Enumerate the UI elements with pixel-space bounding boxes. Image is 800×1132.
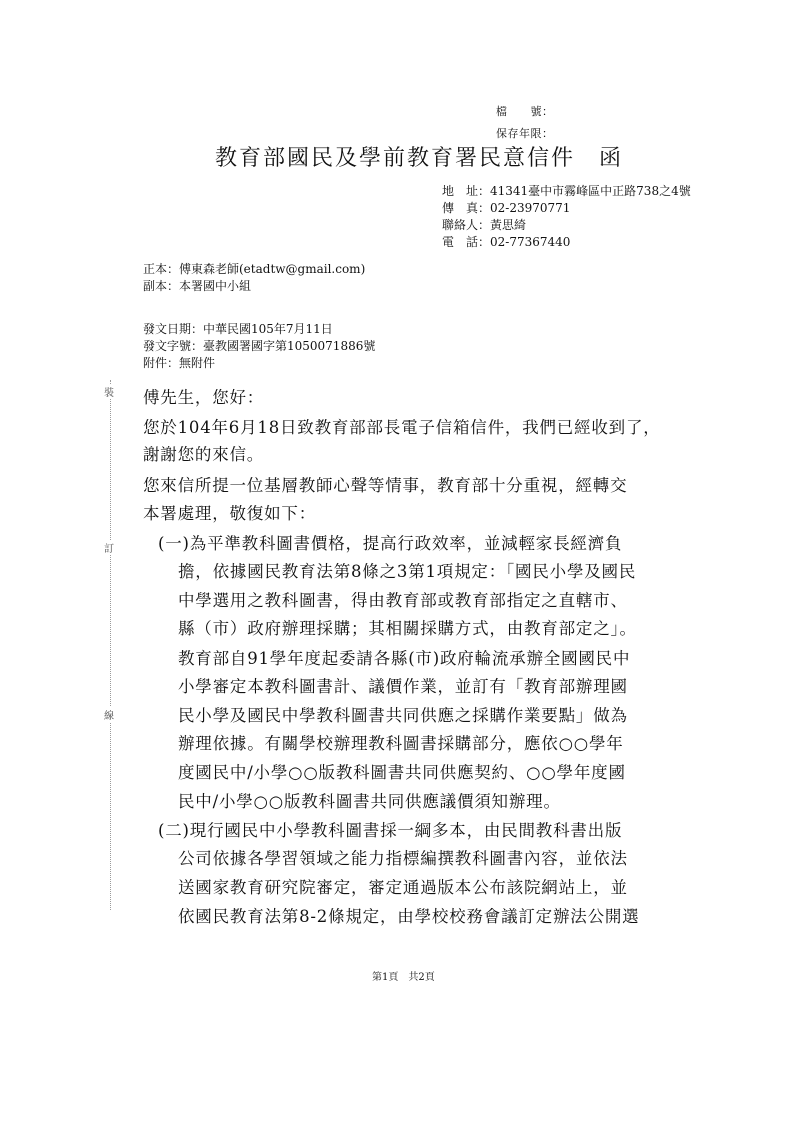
body-line: 教育部自91學年度起委請各縣(市)政府輪流承辦全國國民中 [178, 649, 631, 668]
retention-period-label: 保存年限： [496, 127, 554, 140]
body-line: 民中/小學○○版教科圖書共同供應議價須知辦理。 [178, 792, 561, 811]
item-one-heading: (一)為平準教科圖書價格，提高行政效率，並減輕家長經濟負 [158, 534, 623, 553]
body-line: 送國家教育研究院審定，審定通過版本公布該院網站上，並 [178, 878, 628, 897]
body-line: 本署處理，敬復如下： [143, 504, 316, 523]
binding-mark-xian: 線 [104, 707, 114, 722]
dispatch-block [143, 321, 375, 372]
binding-margin-line [110, 380, 111, 910]
body-line: 您來信所提一位基層教師心聲等情事，教育部十分重視，經轉交 [143, 476, 628, 495]
greeting-line: 傅先生，您好： [143, 388, 265, 407]
file-number-label: 檔 號： [496, 105, 554, 118]
binding-mark-zhuang: 裝 [104, 384, 114, 399]
dispatch-number: 發文字號：臺教國署國字第1050071886號 [143, 339, 376, 353]
binding-mark-ding: 訂 [104, 540, 114, 555]
body-line: 度國民中/小學○○版教科圖書共同供應契約、○○學年度國 [178, 763, 626, 782]
main-recipient: 正本：傅東森老師(etadtw@gmail.com) [143, 262, 366, 276]
body-line: 謝謝您的來信。 [143, 445, 265, 464]
body-line: 辦理依據。有關學校辦理教科圖書採購部分，應依○○學年 [178, 734, 624, 753]
body-line: 民小學及國民中學教科圖書共同供應之採購作業要點」做為 [178, 706, 628, 725]
body-line: 擔，依據國民教育法第8條之3第1項規定：「國民小學及國民 [178, 562, 637, 581]
body-line: 小學審定本教科圖書計、議價作業，並訂有「教育部辦理國 [178, 677, 628, 696]
attachment-line: 附件：無附件 [143, 356, 216, 370]
dispatch-date: 發文日期：中華民國105年7月11日 [143, 322, 333, 336]
contact-person-line: 聯絡人：黃思綺 [442, 218, 527, 232]
body-line: 您於104年6月18日致教育部部長電子信箱信件，我們已經收到了， [143, 418, 661, 437]
body-line: 中學選用之教科圖書，得由教育部或教育部指定之直轄市、 [178, 591, 628, 610]
phone-line: 電 話：02-77367440 [442, 235, 571, 249]
page-title: 教育部國民及學前教育署民意信件 函 [215, 146, 624, 171]
recipients-block [143, 261, 365, 295]
contact-block [442, 183, 691, 251]
item-two-heading: (二)現行國民中小學教科圖書採一綱多本，由民間教科書出版 [158, 821, 623, 840]
address-line: 地 址：41341臺中市霧峰區中正路738之4號 [442, 184, 691, 198]
body-line: 公司依據各學習領域之能力指標編撰教科圖書內容，並依法 [178, 849, 628, 868]
body-line: 依國民教育法第8-2條規定，由學校校務會議訂定辦法公開選 [178, 907, 640, 926]
fax-line: 傳 真：02-23970771 [442, 201, 571, 215]
copy-recipient: 副本：本署國中小組 [143, 279, 252, 293]
page-number: 第1頁 共2頁 [372, 972, 435, 983]
body-line: 縣（市）政府辦理採購；其相關採購方式，由教育部定之」。 [178, 619, 637, 638]
